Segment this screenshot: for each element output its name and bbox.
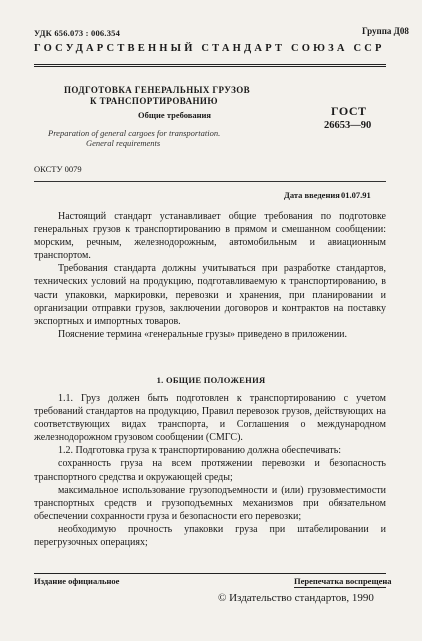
effective-date-value: 01.07.91 — [341, 190, 371, 200]
english-title — [48, 128, 220, 148]
document-title-line1: ПОДГОТОВКА ГЕНЕРАЛЬНЫХ ГРУЗОВ — [64, 85, 251, 95]
header-rule — [34, 64, 386, 65]
section-paragraph: сохранность груза на всем протяжении перевозки и безопасность транспортного средства и окружающей среды; — [34, 458, 386, 483]
standard-title: ГОСУДАРСТВЕННЫЙ СТАНДАРТ СОЮЗА ССР — [34, 43, 385, 54]
udk-code: УДК 656.073 : 006.354 — [34, 28, 121, 38]
english-title-line2: General requirements — [86, 138, 161, 148]
document-title-line2: К ТРАНСПОРТИРОВАНИЮ — [90, 96, 218, 106]
section-heading: 1. ОБЩИЕ ПОЛОЖЕНИЯ — [156, 375, 266, 385]
official-edition-label: Издание официальное — [34, 576, 120, 586]
document-title — [64, 85, 250, 107]
okstu-code: ОКСТУ 0079 — [34, 164, 82, 174]
header-rule-thin — [34, 66, 386, 67]
section-paragraph: необходимую прочность упаковки груза при штабелировании и перегрузочных операциях; — [34, 523, 386, 549]
gost-label: ГОСТ — [331, 104, 367, 118]
copyright-notice: © Издательство стандартов, 1990 — [218, 592, 374, 604]
section-paragraph: 1.1. Груз должен быть подготовлен к транспортированию с учетом требований стандартов на продукцию, Правил перевозок грузов, действующих на соответствующих видах транспорта, и Соглашения о международном железнодорожном грузовом сообщении (СМГС). — [34, 393, 386, 444]
section-paragraph: 1.2. Подготовка груза к транспортированию должна обеспечивать: — [58, 445, 342, 457]
document-subtitle: Общие требования — [138, 110, 212, 120]
section-text — [34, 392, 386, 549]
intro-paragraph: Пояснение термина «генеральные грузы» приведено в приложении. — [58, 328, 348, 340]
group-code: Группа Д08 — [362, 26, 409, 36]
intro-text — [34, 210, 386, 341]
footer-rule — [34, 573, 386, 574]
section-paragraph: максимальное использование грузоподъемности и (или) грузовместимости транспортных средств и грузоподъемных механизмов при обязательном обеспечении сохранности груза и безопасности его перевозки; — [34, 484, 386, 522]
effective-date-label: Дата введения — [284, 190, 340, 200]
gost-number: 26653—90 — [324, 120, 372, 131]
okstu-rule — [34, 181, 386, 182]
english-title-line1: Preparation of general cargoes for transportation. — [48, 128, 221, 138]
intro-paragraph: Требования стандарта должны учитываться при разработке стандартов, технических условий на продукцию, подготавливаемую к транспортированию, в части упаковки, маркировки, перевозки и хранения, при планировании и организации отправки грузов, заключении договоров и контрактов на поставку экспортных и импортных товаров. — [34, 263, 386, 327]
intro-paragraph: Настоящий стандарт устанавливает общие требования по подготовке генеральных грузов к транспортированию в прямом и смешанном сообщении: морским, речным, железнодорожным, автомобильным и авиационным транспортом. — [34, 211, 386, 262]
reprint-rule — [294, 587, 386, 588]
reprint-prohibited-label: Перепечатка воспрещена — [294, 576, 392, 586]
